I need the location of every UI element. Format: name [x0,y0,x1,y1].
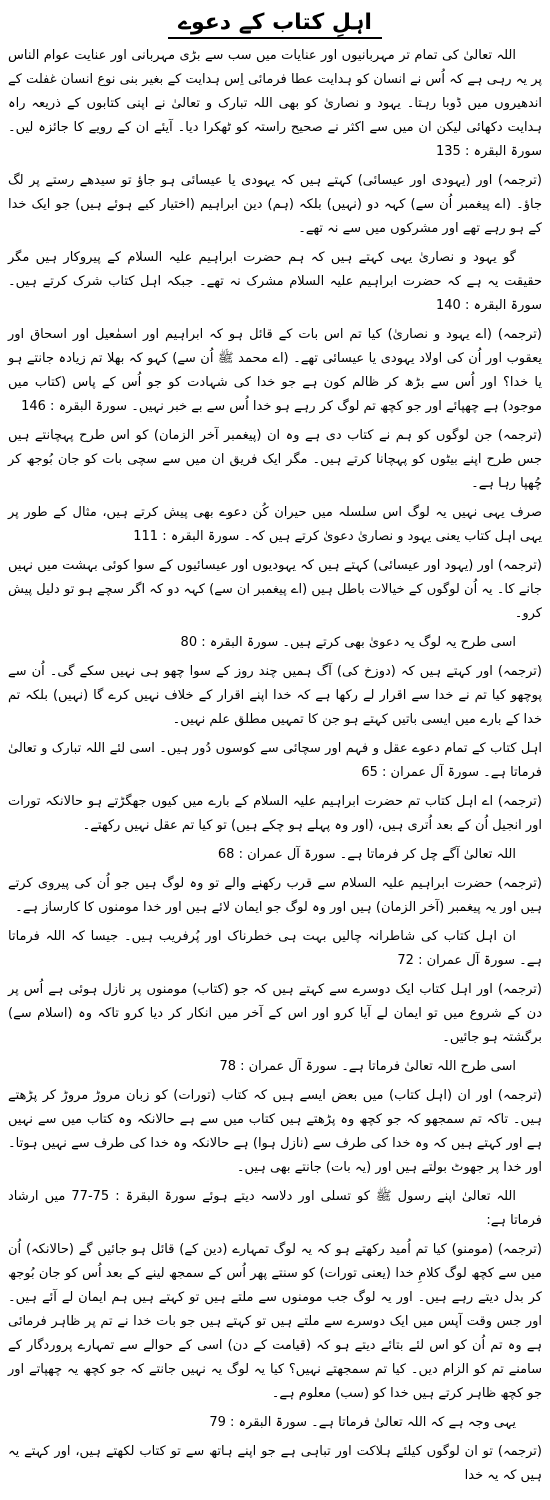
translation-baqarah-111: (ترجمہ) اور (یہود اور عیسائی) کہتے ہیں کہ یہودیوں اور عیسائیوں کے سوا کوئی بہشت میں نہیں جانے کا۔ یہ اُن لوگوں کے خیالات باطل ہیں (اے پیغمبر ان سے) کہہ دو کہ اگر سچے ہو تو دلیل پیش کرو۔ [8,558,542,621]
paragraph-baqarah-79-intro: یہی وجہ ہے کہ اللہ تعالیٰ فرماتا ہے۔ سورۃ البقرہ : 79 [209,1415,516,1430]
translation-al-imran-72: (ترجمہ) اور اہل کتاب ایک دوسرے سے کہتے ہیں کہ جو (کتاب) مومنوں پر نازل ہوئی ہے اُس پر دن کے شروع میں تو ایمان لے آیا کرو اور اس کے آخر میں انکار کر دیا کرو تاکہ وہ (اسلام سے) برگشتہ ہو جائیں۔ [8,982,542,1045]
paragraph-al-imran-68-intro: اللہ تعالیٰ آگے چل کر فرماتا ہے۔ سورۃ آل عمران : 68 [217,847,516,862]
paragraph-al-imran-78-intro: اسی طرح اللہ تعالیٰ فرماتا ہے۔ سورۃ آل عمران : 78 [219,1059,516,1074]
paragraph-al-imran-72-intro: ان اہل کتاب کی شاطرانہ چالیں بہت ہی خطرناک اور پُرفریب ہیں۔ جیسا کہ اللہ فرماتا ہے۔ سورۃ آل عمران : 72 [8,929,542,968]
translation-baqarah-146: (ترجمہ) جن لوگوں کو ہم نے کتاب دی ہے وہ ان (پیغمبر آخر الزمان) کو اس طرح پہچانتے ہیں جس طرح اپنے بیٹوں کو پہچانا کرتے ہیں۔ مگر ایک فریق ان میں سے سچی بات کو جان بُوجھ کر چُھپا رہا ہے۔ [8,428,542,491]
article-title-text: اہلِ کتاب کے دعوے [168,10,382,39]
article-title [8,6,542,40]
paragraph-al-imran-65-intro: اہل کتاب کے تمام دعوے عقل و فہم اور سچائی سے کوسوں دُور ہیں۔ اسی لئے اللہ تبارک و تعالیٰ فرماتا ہے۔ سورۃ آل عمران : 65 [8,741,542,780]
paragraph-claims: صرف یہی نہیں یہ لوگ اس سلسلہ میں حیران کُن دعوے بھی پیش کرتے ہیں، مثال کے طور پر یہی اہل کتاب یعنی یہود و نصاریٰ دعویٰ کرتے ہیں کہ۔ سورۃ البقرہ : 111 [8,505,542,544]
paragraph-baqarah-75-77-intro: اللہ تعالیٰ اپنے رسول ﷺ کو تسلی اور دلاسہ دیتے ہوئے سورۃ البقرۃ : 75-77 میں ارشاد فرماتا ہے: [8,1189,542,1228]
translation-al-imran-65: (ترجمہ) اے اہل کتاب تم حضرت ابراہیم علیہ السلام کے بارے میں کیوں جھگڑتے ہو حالانکہ تورات اور انجیل اُن کے بعد اُتری ہیں، (اور وہ پہلے ہو چکے ہیں) تو کیا تم عقل نہیں رکھتے۔ [8,794,542,833]
paragraph-intro: اللہ تعالیٰ کی تمام تر مہربانیوں اور عنایات میں سب سے بڑی مہربانی اور عنایت عوام الناس پر یہ رہی ہے کہ اُس نے انسان کو ہدایت عطا فرمائی اِس ہدایت کے بغیر بنی نوع انسان غفلت کے اندھیروں میں ڈوبا رہتا۔ یہود و نصاریٰ کو بھی اللہ تبارک و تعالیٰ نے اپنی کتابوں کے ذریعہ راہ ہدایت دکھائی لیکن ان میں سے اکثر نے صحیح راستہ کو ٹھکرا دیا۔ آیئے ان کے رویے کا جائزہ لیں۔ سورۃ البقرہ : 135 [8,48,542,159]
translation-baqarah-75-77: (ترجمہ) (مومنو) کیا تم اُمید رکھتے ہو کہ یہ لوگ تمہارے (دین کے) قائل ہو جائیں گے (حالانکہ) اُن میں سے کچھ لوگ کلامِ خدا (یعنی تورات) کو سنتے پھر اُس کے سمجھ لینے کے بعد اُس کو جان بُوجھ کر بدل دیتے رہے ہیں۔ اور یہ لوگ جب مومنوں سے ملتے ہیں تو کہتے ہیں ہم ایمان لے آئے ہیں۔ اور جس وقت آپس میں ایک دوسرے سے ملتے ہیں تو کہتے ہیں جو بات خدا نے تم پر ظاہر فرمائی ہے وہ تم اُن کو اس لئے بتائے دیتے ہو کہ (قیامت کے دن) اسی کے حوالے سے تمہارے پروردگار کے سامنے تم کو الزام دیں۔ کیا تم سمجھتے نہیں؟ کیا یہ لوگ یہ نہیں جانتے کہ جو کچھ یہ چھپاتے اور جو کچھ ظاہر کرتے ہیں خدا کو (سب) معلوم ہے۔ [8,1242,542,1401]
translation-baqarah-80: (ترجمہ) اور کہتے ہیں کہ (دوزخ کی) آگ ہمیں چند روز کے سوا چھو ہی نہیں سکے گی۔ اُن سے پوچھو کیا تم نے خدا سے اقرار لے رکھا ہے کہ خدا اپنے اقرار کے خلاف نہیں کرے گا (نہیں) بلکہ تم خدا کے بارے میں ایسی باتیں کہتے ہو جن کا تمہیں مطلق علم نہیں۔ [8,664,542,727]
paragraph-baqarah-80-intro: اسی طرح یہ لوگ یہ دعویٰ بھی کرتے ہیں۔ سورۃ البقرہ : 80 [180,635,516,650]
translation-al-imran-78: (ترجمہ) اور ان (اہل کتاب) میں بعض ایسے ہیں کہ کتاب (تورات) کو زبان مروڑ مروڑ کر پڑھتے ہیں۔ تاکہ تم سمجھو کہ جو کچھ وہ پڑھتے ہیں کتاب میں سے ہے حالانکہ وہ کتاب میں سے نہیں ہے اور کہتے ہیں کہ وہ خدا کی طرف سے (نازل ہوا) ہے حالانکہ وہ خدا کی طرف سے نہیں ہوتا۔ اور خدا پر جھوٹ بولتے ہیں اور (یہ بات) جانتے بھی ہیں۔ [8,1088,542,1175]
translation-al-imran-68: (ترجمہ) حضرت ابراہیم علیہ السلام سے قرب رکھنے والے تو وہ لوگ ہیں جو اُن کی پیروی کرتے ہیں اور یہ پیغمبر (آخر الزمان) ہیں اور وہ لوگ جو ایمان لائے ہیں اور خدا مومنوں کا کارساز ہے۔ [8,876,542,915]
translation-baqarah-79: (ترجمہ) تو ان لوگوں کیلئے ہلاکت اور تباہی ہے جو اپنے ہاتھ سے تو کتاب لکھتے ہیں، اور کہتے یہ ہیں کہ یہ خدا [8,1444,542,1483]
translation-baqarah-140: (ترجمہ) (اے یہود و نصاریٰ) کیا تم اس بات کے قائل ہو کہ ابراہیم اور اسمٰعیل اور اسحاق اور یعقوب اور اُن کی اولاد یہودی یا عیسائی تھے۔ (اے محمد ﷺ اُن سے) کہو کہ بھلا تم زیادہ جانتے ہو یا خدا؟ اور اُس سے بڑھ کر ظالم کون ہے جو خدا کی شہادت کو جو اُس کے پاس (کتاب میں موجود) ہے چھپائے اور جو کچھ تم لوگ کر رہے ہو خدا اُس سے بے خبر نہیں۔ سورۃ البقرہ : 146 [8,327,542,414]
paragraph-ibrahim: گو یہود و نصاریٰ یہی کہتے ہیں کہ ہم حضرت ابراہیم علیہ السلام کے پیروکار ہیں مگر حقیقت یہ ہے کہ حضرت ابراہیم علیہ السلام مشرک نہ تھے۔ جبکہ اہل کتاب شرک کرتے ہیں۔ سورۃ البقرہ : 140 [8,250,542,313]
translation-baqarah-135: (ترجمہ) اور (یہودی اور عیسائی) کہتے ہیں کہ یہودی یا عیسائی ہو جاؤ تو سیدھے رستے پر لگ جاؤ۔ (اے پیغمبر اُن سے) کہہ دو (نہیں) بلکہ (ہم) دین ابراہیم (اختیار کیے ہوئے ہیں) جو ایک خدا کے ہو رہے تھے اور مشرکوں میں سے نہ تھے۔ [8,173,542,236]
